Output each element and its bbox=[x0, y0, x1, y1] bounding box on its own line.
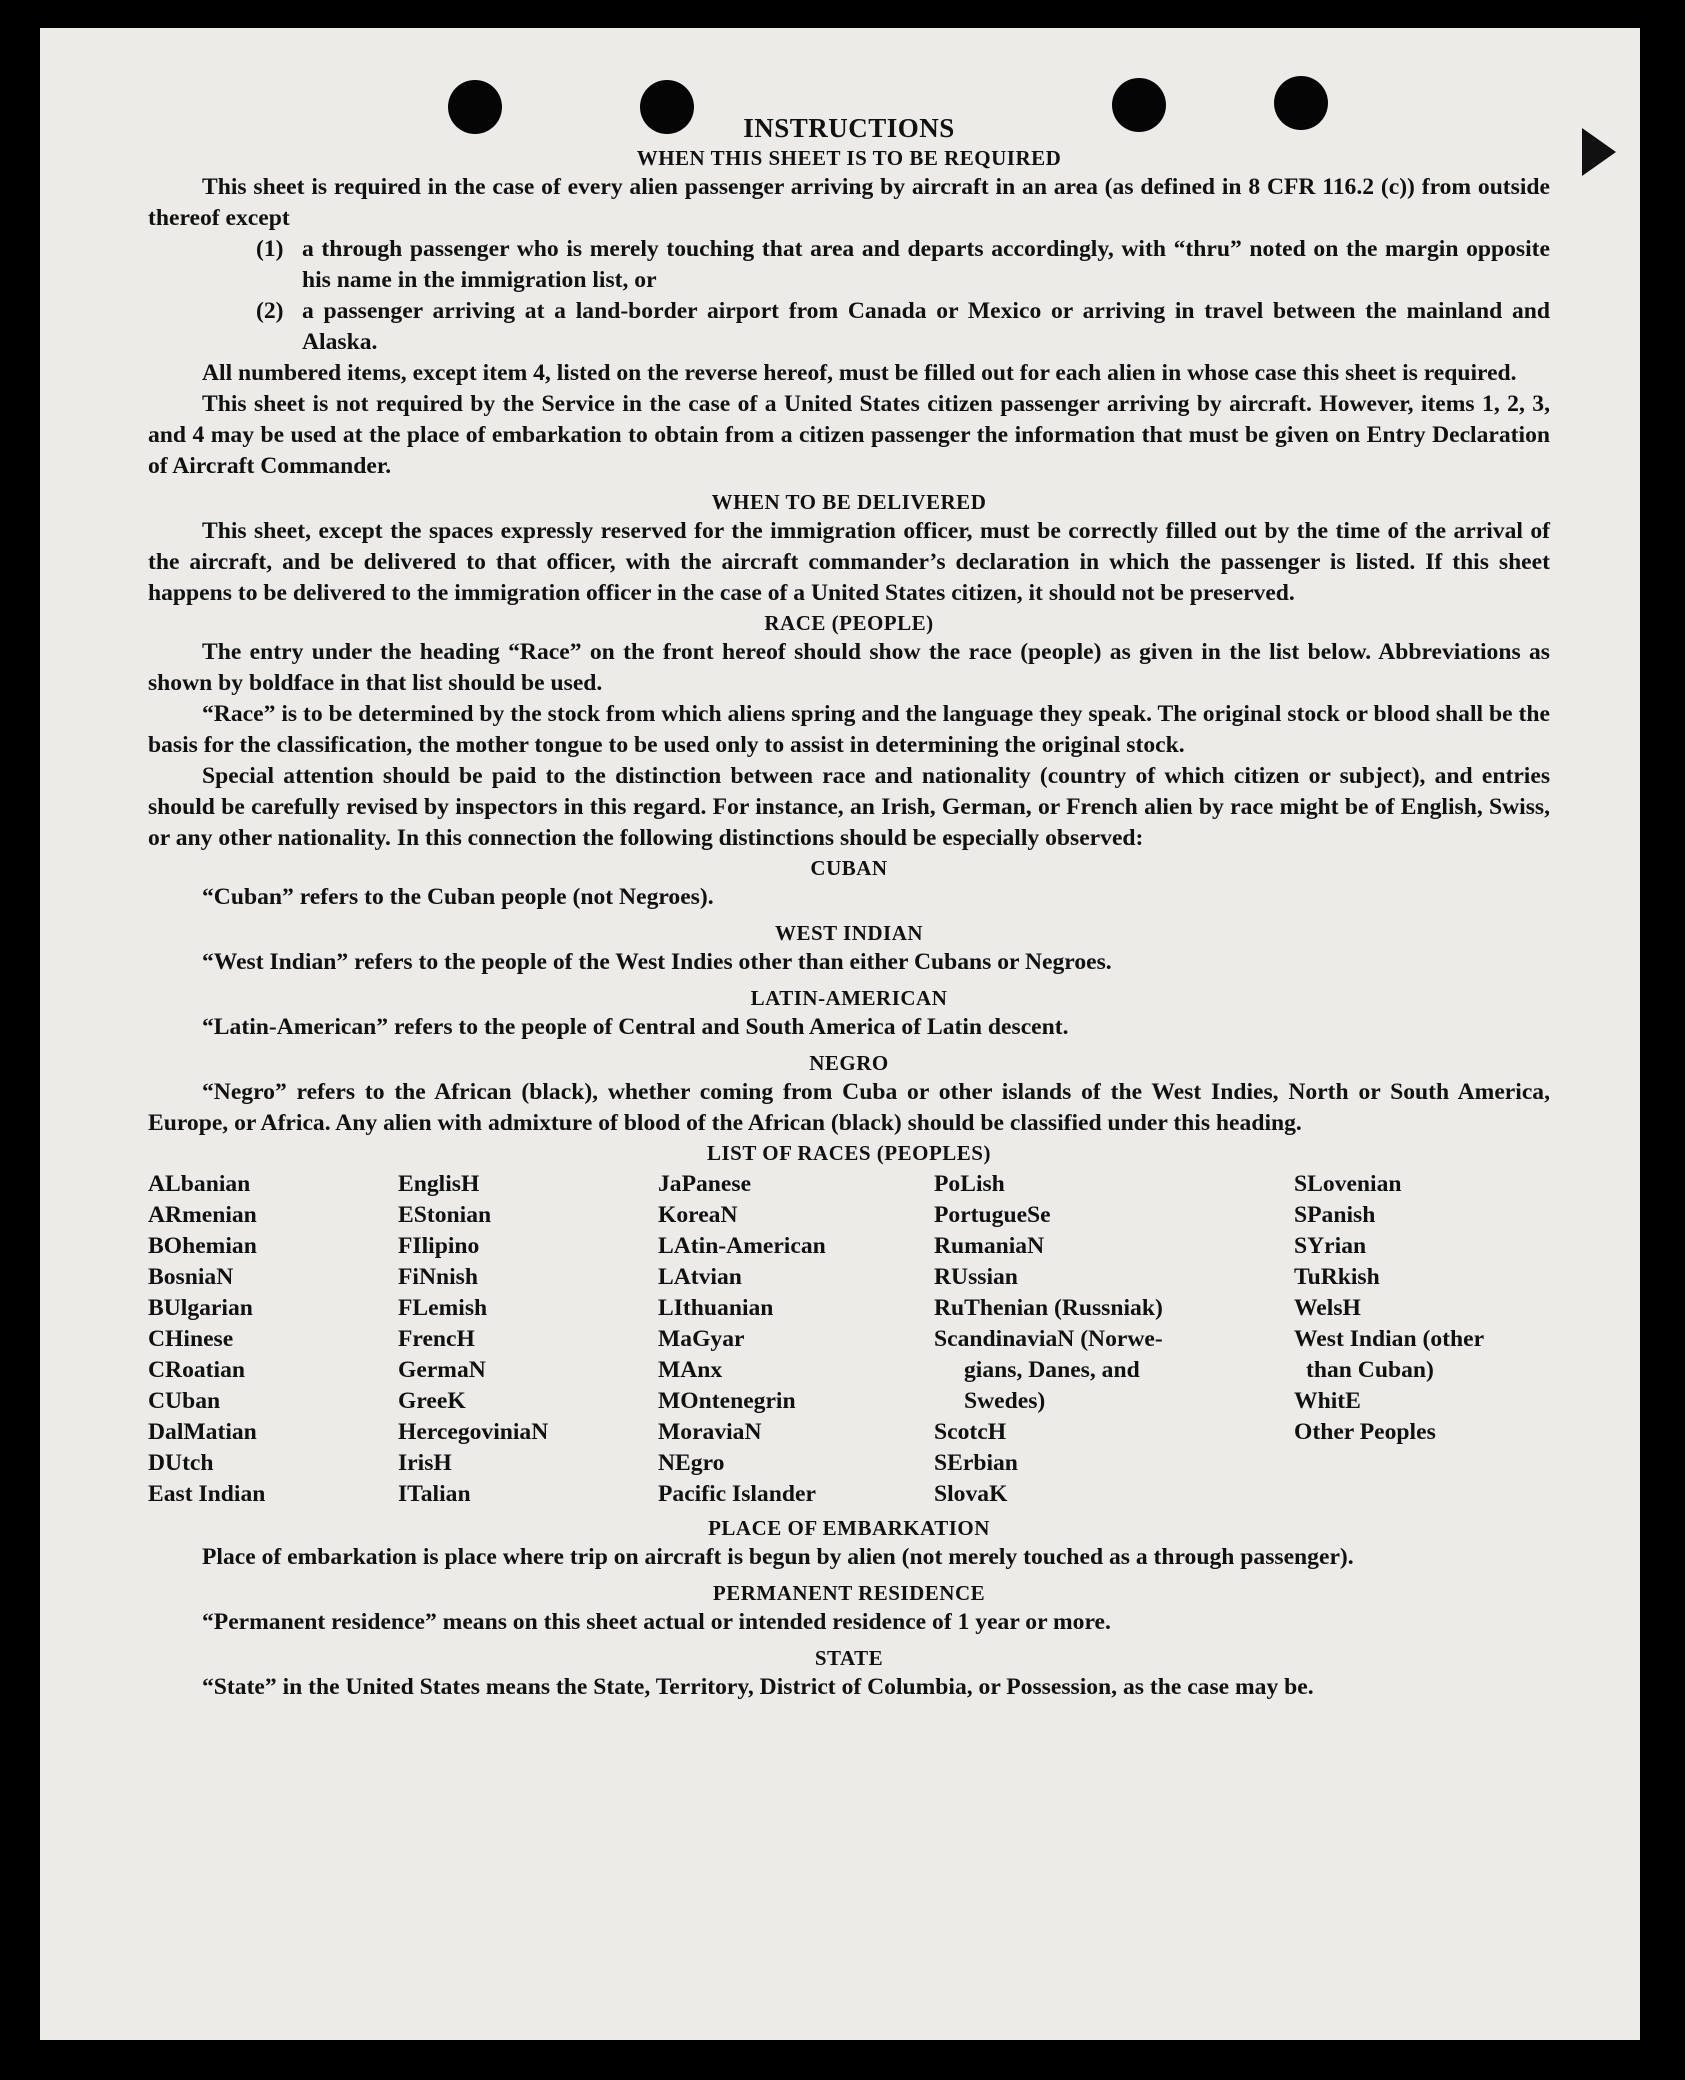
numbered-item bbox=[148, 296, 1550, 358]
race-entry: KoreaN bbox=[658, 1202, 738, 1228]
races-column bbox=[398, 1169, 658, 1510]
race-entry: PoLish bbox=[934, 1171, 1005, 1197]
race-entry: ARmenian bbox=[148, 1202, 257, 1228]
race-entry: WelsH bbox=[1294, 1295, 1361, 1321]
race-entry: CUban bbox=[148, 1388, 221, 1414]
race-entry: RUssian bbox=[934, 1264, 1018, 1290]
race-entry: FLemish bbox=[398, 1295, 488, 1321]
race-entry: EnglisH bbox=[398, 1171, 480, 1197]
item-text: a passenger arriving at a land-border airport from Canada or Mexico or arriving in travel between the mainland and Alaska. bbox=[302, 298, 1550, 355]
paragraph: “Race” is to be determined by the stock from which aliens spring and the language they speak. The original stock or blood shall be the basis for the classification, the mother tongue to be used only to assist in determining the original stock. bbox=[148, 701, 1550, 758]
race-entry: ITalian bbox=[398, 1481, 471, 1507]
race-entry: LAtin-American bbox=[658, 1233, 826, 1259]
race-entry: DUtch bbox=[148, 1450, 214, 1476]
paragraph: All numbered items, except item 4, listed on the reverse hereof, must be filled out for each alien in whose case this sheet is required. bbox=[202, 360, 1517, 386]
paragraph: Special attention should be paid to the distinction between race and nationality (country of which citizen or subject), and entries should be carefully revised by inspectors in this regard. For instance, an Irish, German, or French alien by race might be of English, Swiss, or any other nationality. In this connection the following distinctions should be especially observed: bbox=[148, 763, 1550, 851]
paragraph: “Negro” refers to the African (black), whether coming from Cuba or other islands of the West Indies, North or South America, Europe, or Africa. Any alien with admixture of blood of the African (black) should be classified under this heading. bbox=[148, 1079, 1550, 1136]
races-column bbox=[934, 1169, 1294, 1510]
race-entry: FIlipino bbox=[398, 1233, 480, 1259]
races-column bbox=[1294, 1169, 1550, 1510]
paragraph: The entry under the heading “Race” on the front hereof should show the race (people) as given in the list below. Abbreviations as shown by boldface in that list should be used. bbox=[148, 639, 1550, 696]
paragraph: This sheet, except the spaces expressly reserved for the immigration officer, must be correctly filled out by the time of the arrival of the aircraft, and be delivered to that officer, with the aircraft commander’s declaration in which the passenger is listed. If this sheet happens to be delivered to the immigration officer in the case of a United States citizen, it should not be preserved. bbox=[148, 518, 1550, 606]
section-heading: PLACE OF EMBARKATION bbox=[708, 1516, 990, 1540]
race-entry: EStonian bbox=[398, 1202, 492, 1228]
race-entry: MOntenegrin bbox=[658, 1388, 796, 1414]
race-entry: RumaniaN bbox=[934, 1233, 1045, 1259]
race-entry: SlovaK bbox=[934, 1481, 1008, 1507]
section-heading: WHEN THIS SHEET IS TO BE REQUIRED bbox=[636, 146, 1062, 170]
race-entry: SYrian bbox=[1294, 1233, 1367, 1259]
race-entry: gians, Danes, and bbox=[964, 1357, 1140, 1383]
paragraph: “State” in the United States means the State, Territory, District of Columbia, or Possession, as the case may be. bbox=[202, 1674, 1314, 1700]
race-entry: LAtvian bbox=[658, 1264, 742, 1290]
section-heading: LATIN-AMERICAN bbox=[750, 986, 948, 1010]
paragraph: “Permanent residence” means on this sheet actual or intended residence of 1 year or more. bbox=[202, 1609, 1111, 1635]
race-entry: MaGyar bbox=[658, 1326, 745, 1352]
race-entry: GreeK bbox=[398, 1388, 466, 1414]
race-entry: IrisH bbox=[398, 1450, 452, 1476]
document-page bbox=[40, 28, 1640, 2040]
race-entry: BosniaN bbox=[148, 1264, 234, 1290]
paragraph: Place of embarkation is place where trip on aircraft is begun by alien (not merely touched as a through passenger). bbox=[202, 1544, 1354, 1570]
race-entry: PortugueSe bbox=[934, 1202, 1051, 1228]
page-title: INSTRUCTIONS bbox=[743, 113, 955, 143]
race-entry: ScandinaviaN (Norwe- bbox=[934, 1326, 1163, 1352]
race-entry: than Cuban) bbox=[1306, 1357, 1434, 1383]
section-heading: WEST INDIAN bbox=[774, 921, 924, 945]
section-heading: PERMANENT RESIDENCE bbox=[712, 1581, 986, 1605]
race-entry: WhitE bbox=[1294, 1388, 1361, 1414]
race-entry: Pacific Islander bbox=[658, 1481, 816, 1507]
instructions-body bbox=[148, 112, 1550, 1703]
race-entry: Swedes) bbox=[964, 1388, 1046, 1414]
page-notch bbox=[1582, 128, 1616, 176]
race-entry: East Indian bbox=[148, 1481, 266, 1507]
section-heading: CUBAN bbox=[810, 856, 888, 880]
race-entry: ALbanian bbox=[148, 1171, 251, 1197]
race-entry: CRoatian bbox=[148, 1357, 246, 1383]
race-entry: SErbian bbox=[934, 1450, 1018, 1476]
section-heading: STATE bbox=[814, 1646, 884, 1670]
races-column bbox=[148, 1169, 398, 1510]
paragraph: This sheet is required in the case of every alien passenger arriving by aircraft in an area (as defined in 8 CFR 116.2 (c)) from outside thereof except bbox=[148, 174, 1550, 231]
race-entry: LIthuanian bbox=[658, 1295, 774, 1321]
races-list bbox=[148, 1169, 1550, 1510]
race-entry: Other Peoples bbox=[1294, 1419, 1436, 1445]
race-entry: MoraviaN bbox=[658, 1419, 762, 1445]
paragraph: This sheet is not required by the Service in the case of a United States citizen passenger arriving by aircraft. However, items 1, 2, 3, and 4 may be used at the place of embarkation to obtain from a citizen passenger the information that must be given on Entry Declaration of Aircraft Commander. bbox=[148, 391, 1550, 479]
item-number: (2) bbox=[256, 298, 284, 324]
race-entry: West Indian (other bbox=[1294, 1326, 1485, 1352]
paragraph: “West Indian” refers to the people of the West Indies other than either Cubans or Negroes. bbox=[202, 949, 1112, 975]
section-heading: WHEN TO BE DELIVERED bbox=[711, 490, 987, 514]
race-entry: NEgro bbox=[658, 1450, 725, 1476]
race-entry: DalMatian bbox=[148, 1419, 257, 1445]
paragraph: “Cuban” refers to the Cuban people (not Negroes). bbox=[202, 884, 714, 910]
race-entry: GermaN bbox=[398, 1357, 486, 1383]
race-entry: BOhemian bbox=[148, 1233, 257, 1259]
race-entry: CHinese bbox=[148, 1326, 234, 1352]
races-column bbox=[658, 1169, 934, 1510]
section-heading: RACE (PEOPLE) bbox=[764, 611, 934, 635]
section-heading: NEGRO bbox=[809, 1051, 889, 1075]
race-entry: RuThenian (Russniak) bbox=[934, 1295, 1163, 1321]
race-entry: HercegoviniaN bbox=[398, 1419, 549, 1445]
paragraph: “Latin-American” refers to the people of Central and South America of Latin descent. bbox=[202, 1014, 1069, 1040]
race-entry: ScotcH bbox=[934, 1419, 1007, 1445]
section-heading: LIST OF RACES (PEOPLES) bbox=[707, 1141, 991, 1165]
race-entry: TuRkish bbox=[1294, 1264, 1380, 1290]
item-text: a through passenger who is merely touching that area and departs accordingly, with “thru” noted on the margin opposite his name in the immigration list, or bbox=[302, 236, 1550, 293]
race-entry: FiNnish bbox=[398, 1264, 478, 1290]
race-entry: SLovenian bbox=[1294, 1171, 1402, 1197]
race-entry: MAnx bbox=[658, 1357, 723, 1383]
numbered-item bbox=[148, 234, 1550, 296]
race-entry: BUlgarian bbox=[148, 1295, 253, 1321]
race-entry: JaPanese bbox=[658, 1171, 752, 1197]
race-entry: FrencH bbox=[398, 1326, 475, 1352]
item-number: (1) bbox=[256, 236, 284, 262]
race-entry: SPanish bbox=[1294, 1202, 1376, 1228]
